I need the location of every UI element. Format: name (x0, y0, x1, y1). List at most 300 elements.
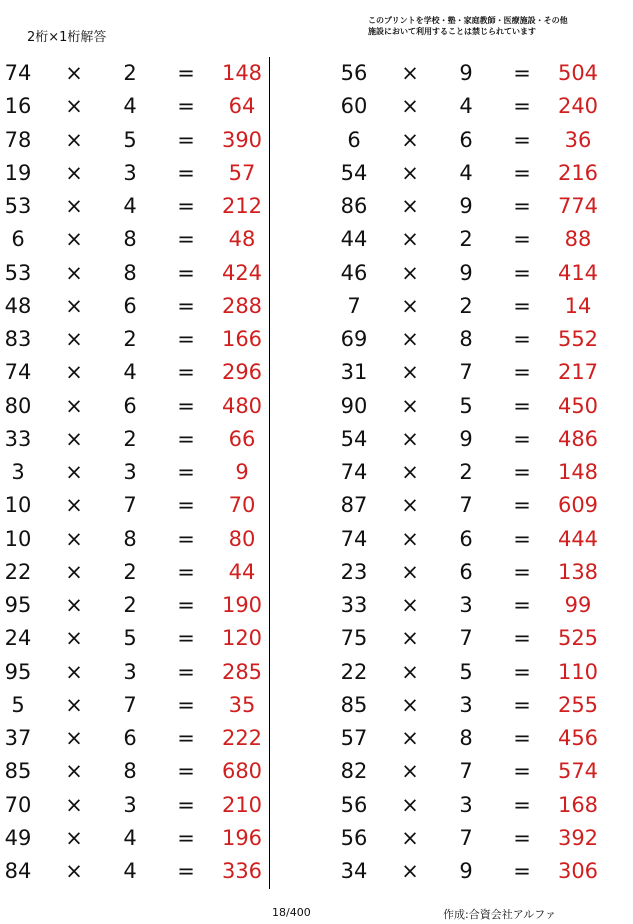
equals-sign: = (177, 460, 195, 484)
answer: 424 (221, 260, 263, 285)
multiply-sign: × (65, 94, 83, 119)
multiplier: 8 (459, 327, 473, 351)
multiplier: 8 (123, 526, 137, 551)
multiplier: 2 (459, 227, 473, 252)
answer: 44 (228, 559, 256, 584)
multiplicand: 53 (4, 194, 32, 218)
multiply-sign: × (401, 526, 419, 551)
answer: 99 (564, 593, 592, 617)
problem-row (336, 722, 606, 755)
equals-sign: = (177, 659, 195, 684)
answer: 212 (221, 194, 263, 218)
problem-row (0, 356, 270, 389)
multiplier: 3 (459, 692, 473, 717)
usage-notice (368, 15, 618, 37)
notice-line-2: 施設において利用することは禁じられています (368, 27, 536, 36)
problem-row (0, 822, 270, 855)
equals-sign: = (513, 593, 531, 617)
problem-row (0, 390, 270, 423)
equals-sign: = (513, 426, 531, 451)
equals-sign: = (177, 293, 195, 318)
equals-sign: = (513, 260, 531, 285)
multiplier: 2 (123, 61, 137, 85)
multiplicand: 10 (4, 526, 32, 551)
multiplier: 2 (123, 593, 137, 617)
multiplicand: 87 (340, 493, 368, 518)
problem-row (336, 190, 606, 223)
answer: 255 (557, 692, 599, 717)
multiplier: 5 (459, 659, 473, 684)
problem-row (0, 589, 270, 622)
multiplicand: 85 (340, 692, 368, 717)
equals-sign: = (177, 792, 195, 817)
multiply-sign: × (65, 526, 83, 551)
answer: 35 (228, 692, 256, 717)
equals-sign: = (177, 493, 195, 518)
multiplier: 9 (459, 194, 473, 218)
multiplier: 3 (123, 659, 137, 684)
problem-row (0, 755, 270, 788)
answer: 66 (228, 426, 256, 451)
multiply-sign: × (65, 859, 83, 883)
page-number: 18/400 (272, 906, 311, 919)
problem-row (336, 656, 606, 689)
multiply-sign: × (401, 692, 419, 717)
problem-row (336, 789, 606, 822)
multiplicand: 54 (340, 160, 368, 185)
multiplicand: 56 (340, 792, 368, 817)
equals-sign: = (177, 559, 195, 584)
multiplier: 7 (459, 493, 473, 518)
equals-sign: = (177, 759, 195, 784)
problem-row (0, 190, 270, 223)
equals-sign: = (177, 692, 195, 717)
multiply-sign: × (65, 393, 83, 418)
equals-sign: = (177, 593, 195, 617)
problem-row (336, 390, 606, 423)
multiplier: 9 (459, 859, 473, 883)
multiply-sign: × (65, 293, 83, 318)
multiply-sign: × (401, 493, 419, 518)
multiply-sign: × (401, 460, 419, 484)
problem-row (336, 589, 606, 622)
problem-row (336, 290, 606, 323)
equals-sign: = (513, 160, 531, 185)
multiply-sign: × (401, 293, 419, 318)
multiply-sign: × (401, 426, 419, 451)
multiplicand: 19 (4, 160, 32, 185)
multiplicand: 74 (340, 460, 368, 484)
multiplicand: 31 (340, 360, 368, 385)
problem-row (0, 622, 270, 655)
multiplier: 9 (459, 61, 473, 85)
problem-row (0, 523, 270, 556)
multiplier: 4 (123, 825, 137, 850)
problem-row (336, 755, 606, 788)
multiplicand: 95 (4, 593, 32, 617)
multiplicand: 78 (4, 127, 32, 152)
equals-sign: = (177, 726, 195, 750)
problem-row (336, 356, 606, 389)
multiplier: 6 (459, 526, 473, 551)
equals-sign: = (513, 360, 531, 385)
problem-row (336, 223, 606, 256)
multiply-sign: × (65, 426, 83, 451)
multiply-sign: × (401, 393, 419, 418)
equals-sign: = (513, 825, 531, 850)
answer: 57 (228, 160, 256, 185)
multiplier: 4 (459, 94, 473, 119)
multiplicand: 22 (340, 659, 368, 684)
multiplier: 3 (459, 593, 473, 617)
multiplicand: 53 (4, 260, 32, 285)
multiplier: 9 (459, 260, 473, 285)
multiplicand: 44 (340, 227, 368, 252)
equals-sign: = (177, 393, 195, 418)
problem-row (0, 90, 270, 123)
multiplicand: 46 (340, 260, 368, 285)
notice-line-1: このプリントを学校・塾・家庭教師・医療施設・その他 (368, 16, 568, 25)
multiply-sign: × (401, 194, 419, 218)
multiplicand: 69 (340, 327, 368, 351)
multiplicand: 82 (340, 759, 368, 784)
multiplicand: 24 (4, 626, 32, 651)
multiply-sign: × (401, 360, 419, 385)
multiply-sign: × (65, 792, 83, 817)
multiplicand: 3 (11, 460, 25, 484)
multiply-sign: × (65, 260, 83, 285)
multiplier: 9 (459, 426, 473, 451)
multiply-sign: × (65, 692, 83, 717)
equals-sign: = (513, 327, 531, 351)
problem-row (0, 223, 270, 256)
multiplicand: 95 (4, 659, 32, 684)
problem-row (336, 423, 606, 456)
equals-sign: = (513, 759, 531, 784)
problem-row (0, 57, 270, 90)
problem-row (0, 456, 270, 489)
multiplicand: 80 (4, 393, 32, 418)
multiplicand: 10 (4, 493, 32, 518)
equals-sign: = (177, 859, 195, 883)
multiplicand: 75 (340, 626, 368, 651)
problem-row (0, 789, 270, 822)
multiply-sign: × (65, 227, 83, 252)
problem-row (336, 456, 606, 489)
multiplicand: 33 (340, 593, 368, 617)
problem-row (0, 323, 270, 356)
multiplier: 4 (459, 160, 473, 185)
answer: 80 (228, 526, 256, 551)
multiply-sign: × (65, 194, 83, 218)
problem-row (336, 523, 606, 556)
multiply-sign: × (401, 61, 419, 85)
multiplicand: 34 (340, 859, 368, 883)
multiplier: 5 (459, 393, 473, 418)
multiplicand: 48 (4, 293, 32, 318)
multiply-sign: × (401, 726, 419, 750)
left-problem-column (0, 57, 270, 888)
answer: 486 (557, 426, 599, 451)
problem-row (336, 822, 606, 855)
multiplicand: 60 (340, 94, 368, 119)
multiply-sign: × (401, 160, 419, 185)
equals-sign: = (513, 559, 531, 584)
multiplicand: 57 (340, 726, 368, 750)
multiplier: 7 (459, 825, 473, 850)
multiplicand: 56 (340, 61, 368, 85)
multiplier: 2 (459, 460, 473, 484)
equals-sign: = (177, 626, 195, 651)
multiply-sign: × (65, 726, 83, 750)
answer: 148 (221, 61, 263, 85)
equals-sign: = (177, 526, 195, 551)
answer: 210 (221, 792, 263, 817)
multiplicand: 70 (4, 792, 32, 817)
answer: 392 (557, 825, 599, 850)
multiplicand: 33 (4, 426, 32, 451)
answer: 110 (557, 659, 599, 684)
problem-row (0, 157, 270, 190)
equals-sign: = (513, 460, 531, 484)
equals-sign: = (177, 360, 195, 385)
problem-row (336, 124, 606, 157)
equals-sign: = (513, 393, 531, 418)
problem-row (336, 157, 606, 190)
problem-row (336, 556, 606, 589)
equals-sign: = (177, 825, 195, 850)
problem-row (336, 257, 606, 290)
multiplicand: 83 (4, 327, 32, 351)
multiplier: 8 (459, 726, 473, 750)
answer: 138 (557, 559, 599, 584)
multiplicand: 74 (4, 61, 32, 85)
equals-sign: = (513, 792, 531, 817)
answer: 222 (221, 726, 263, 750)
equals-sign: = (513, 859, 531, 883)
multiplicand: 37 (4, 726, 32, 750)
multiply-sign: × (65, 360, 83, 385)
multiplier: 7 (123, 493, 137, 518)
answer: 288 (221, 293, 263, 318)
multiplier: 5 (123, 626, 137, 651)
problem-row (0, 656, 270, 689)
right-problem-column (336, 57, 606, 888)
multiplier: 6 (123, 393, 137, 418)
equals-sign: = (177, 327, 195, 351)
multiply-sign: × (401, 593, 419, 617)
multiplier: 3 (123, 792, 137, 817)
problem-row (0, 489, 270, 522)
answer: 285 (221, 659, 263, 684)
multiplicand: 86 (340, 194, 368, 218)
multiplier: 2 (123, 327, 137, 351)
multiplicand: 49 (4, 825, 32, 850)
answer: 217 (557, 360, 599, 385)
problem-row (336, 622, 606, 655)
multiply-sign: × (401, 260, 419, 285)
multiplier: 2 (123, 559, 137, 584)
problem-row (0, 257, 270, 290)
answer: 444 (557, 526, 599, 551)
answer: 450 (557, 393, 599, 418)
answer: 9 (235, 460, 249, 484)
equals-sign: = (513, 293, 531, 318)
multiply-sign: × (401, 759, 419, 784)
multiply-sign: × (65, 61, 83, 85)
multiplicand: 84 (4, 859, 32, 883)
equals-sign: = (177, 426, 195, 451)
answer: 390 (221, 127, 263, 152)
equals-sign: = (513, 626, 531, 651)
answer: 296 (221, 360, 263, 385)
equals-sign: = (177, 160, 195, 185)
answer: 166 (221, 327, 263, 351)
multiplier: 7 (123, 692, 137, 717)
answer: 504 (557, 61, 599, 85)
multiplier: 3 (459, 792, 473, 817)
multiply-sign: × (65, 593, 83, 617)
multiply-sign: × (401, 659, 419, 684)
multiplier: 5 (123, 127, 137, 152)
problem-row (336, 855, 606, 888)
multiplicand: 90 (340, 393, 368, 418)
problem-row (336, 90, 606, 123)
multiplier: 2 (123, 426, 137, 451)
equals-sign: = (513, 526, 531, 551)
equals-sign: = (177, 61, 195, 85)
multiplier: 3 (123, 160, 137, 185)
equals-sign: = (513, 692, 531, 717)
multiplicand: 74 (340, 526, 368, 551)
answer: 774 (557, 194, 599, 218)
multiply-sign: × (65, 626, 83, 651)
answer: 609 (557, 493, 599, 518)
answer: 168 (557, 792, 599, 817)
author-credit: 作成:合資会社アルファ (443, 908, 557, 921)
problem-row (336, 57, 606, 90)
answer: 36 (564, 127, 592, 152)
multiplier: 6 (123, 293, 137, 318)
multiply-sign: × (401, 859, 419, 883)
page-title: 2桁×1桁解答 (27, 30, 107, 45)
answer: 574 (557, 759, 599, 784)
multiply-sign: × (401, 792, 419, 817)
multiplier: 8 (123, 227, 137, 252)
answer: 480 (221, 393, 263, 418)
multiply-sign: × (401, 559, 419, 584)
equals-sign: = (513, 227, 531, 252)
answer: 148 (557, 460, 599, 484)
multiplier: 6 (459, 559, 473, 584)
multiply-sign: × (401, 94, 419, 119)
answer: 70 (228, 493, 256, 518)
problem-row (336, 323, 606, 356)
multiply-sign: × (401, 127, 419, 152)
multiplier: 8 (123, 759, 137, 784)
multiplicand: 56 (340, 825, 368, 850)
equals-sign: = (177, 260, 195, 285)
answer: 552 (557, 327, 599, 351)
equals-sign: = (513, 61, 531, 85)
equals-sign: = (513, 194, 531, 218)
multiply-sign: × (401, 825, 419, 850)
multiply-sign: × (65, 160, 83, 185)
multiplicand: 5 (11, 692, 25, 717)
multiplier: 6 (123, 726, 137, 750)
multiplier: 8 (123, 260, 137, 285)
multiplicand: 74 (4, 360, 32, 385)
answer: 336 (221, 859, 263, 883)
equals-sign: = (177, 194, 195, 218)
multiply-sign: × (65, 460, 83, 484)
problem-row (0, 423, 270, 456)
answer: 190 (221, 593, 263, 617)
multiplier: 2 (459, 293, 473, 318)
problem-row (0, 290, 270, 323)
answer: 120 (221, 626, 263, 651)
equals-sign: = (513, 659, 531, 684)
answer: 48 (228, 227, 256, 252)
multiplicand: 6 (11, 227, 25, 252)
equals-sign: = (513, 127, 531, 152)
problem-row (0, 855, 270, 888)
multiply-sign: × (65, 759, 83, 784)
multiplier: 4 (123, 194, 137, 218)
multiplicand: 22 (4, 559, 32, 584)
multiply-sign: × (401, 626, 419, 651)
problem-row (0, 722, 270, 755)
equals-sign: = (513, 94, 531, 119)
answer: 14 (564, 293, 592, 318)
multiply-sign: × (401, 227, 419, 252)
answer: 64 (228, 94, 256, 119)
answer: 240 (557, 94, 599, 119)
multiplier: 7 (459, 626, 473, 651)
multiply-sign: × (65, 127, 83, 152)
answer: 88 (564, 227, 592, 252)
equals-sign: = (513, 493, 531, 518)
problem-row (336, 689, 606, 722)
answer: 414 (557, 260, 599, 285)
multiply-sign: × (65, 493, 83, 518)
multiplicand: 23 (340, 559, 368, 584)
equals-sign: = (177, 127, 195, 152)
multiply-sign: × (65, 327, 83, 351)
multiplier: 3 (123, 460, 137, 484)
multiply-sign: × (65, 825, 83, 850)
multiply-sign: × (401, 327, 419, 351)
multiply-sign: × (65, 559, 83, 584)
problem-row (0, 124, 270, 157)
multiplier: 4 (123, 859, 137, 883)
multiplicand: 85 (4, 759, 32, 784)
multiplier: 4 (123, 360, 137, 385)
answer: 525 (557, 626, 599, 651)
multiplicand: 6 (347, 127, 361, 152)
answer: 306 (557, 859, 599, 883)
problem-row (0, 689, 270, 722)
multiplier: 6 (459, 127, 473, 152)
multiply-sign: × (65, 659, 83, 684)
multiplicand: 7 (347, 293, 361, 318)
equals-sign: = (177, 94, 195, 119)
answer: 196 (221, 825, 263, 850)
problem-row (336, 489, 606, 522)
equals-sign: = (513, 726, 531, 750)
problem-row (0, 556, 270, 589)
equals-sign: = (177, 227, 195, 252)
